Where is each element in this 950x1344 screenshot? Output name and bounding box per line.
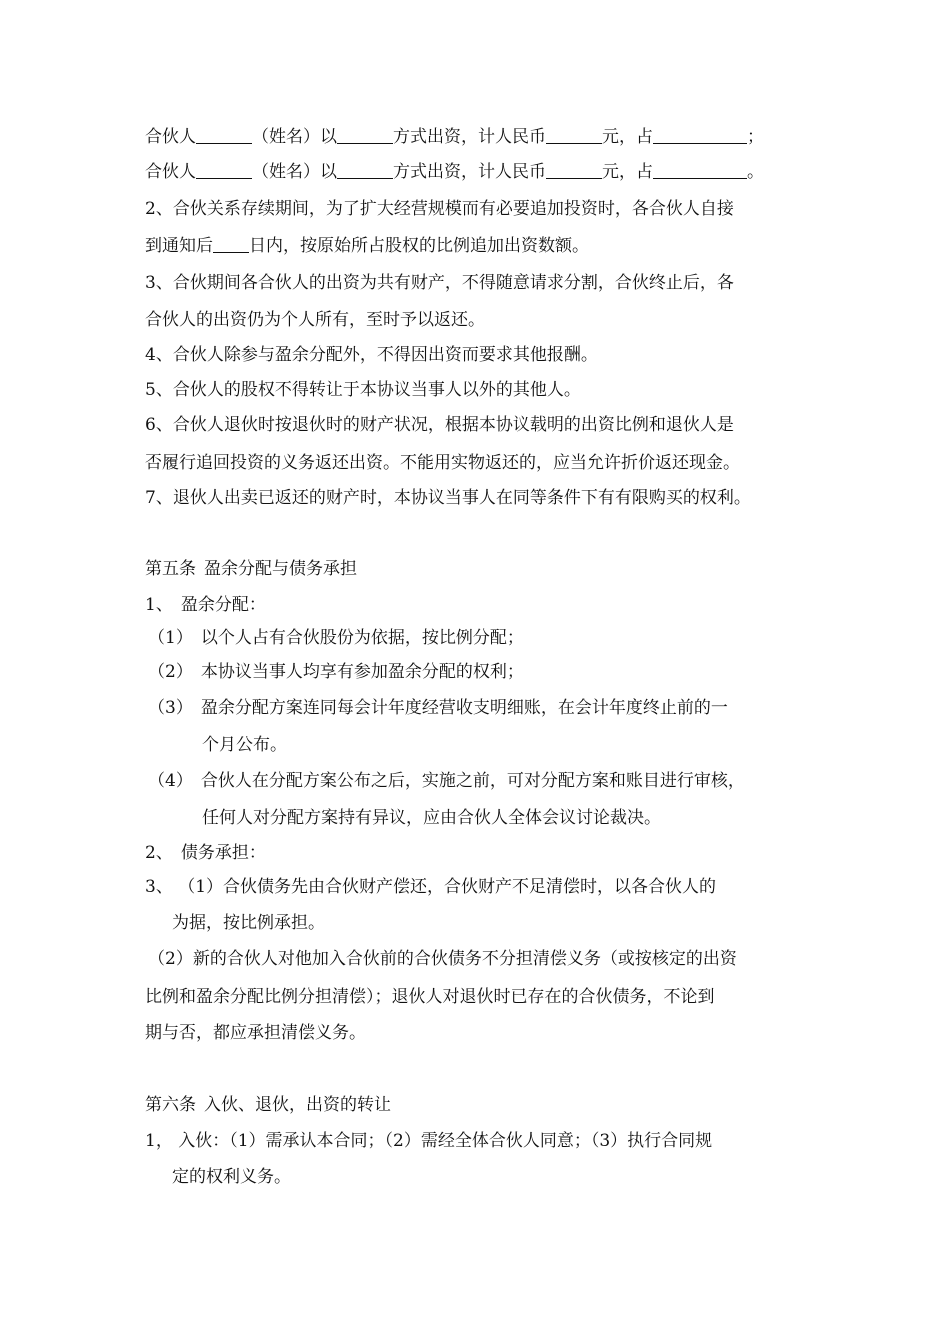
clause4-item2-line1: 2、合伙关系存续期间，为了扩大经营规模而有必要追加投资时，各合伙人自接 [145,199,734,219]
clause4-item6-line2: 否履行追回投资的义务返还出资。不能用实物返还的，应当允许折价返还现金。 [145,453,740,473]
clause5-debt2-line3: 期与否，都应承担清偿义务。 [145,1023,366,1043]
blank-field [653,126,747,144]
heading-number: 第五条 [145,559,196,579]
blank-field [196,161,252,179]
text: 日内，按原始所占股权的比例追加出资数额。 [249,236,589,256]
section-label: 盈余分配： [180,595,266,615]
clause4-item6-line1: 6、合伙人退伙时按退伙时的财产状况，根据本协议载明的出资比例和退伙人是 [145,415,734,435]
clause4-item3-line1: 3、合伙期间各合伙人的出资为共有财产，不得随意请求分割，合伙终止后，各 [145,273,734,293]
heading-title: 入伙、退伙，出资的转让 [204,1095,391,1115]
text: 方式出资，计人民币 [393,162,546,182]
clause6-section1-line1: 1， 入伙：（1）需承认本合同；（2）需经全体合伙人同意；（3）执行合同规 [145,1131,713,1151]
partner-line-2 [145,160,764,184]
blank-field [337,161,393,179]
section-label: 债务承担： [180,843,266,863]
point-number: （2） [148,662,193,682]
clause5-point4-cont: 任何人对分配方案持有异议，应由合伙人全体会议讨论裁决。 [202,808,661,828]
point-number: （3） [148,698,193,718]
clause5-section3-line1: 3、 （1）合伙债务先由合伙财产偿还，合伙财产不足清偿时，以各合伙人的 [145,877,717,897]
text: 元，占 [602,162,653,182]
clause5-heading [145,557,357,581]
clause5-point2 [148,660,524,684]
text: （姓名）以 [252,127,337,147]
blank-field [196,126,252,144]
clause5-debt2-line2: 比例和盈余分配比例分担清偿）；退伙人对退伙时已存在的合伙债务，不论到 [145,987,715,1007]
text: 。 [747,162,764,182]
section-number: 1、 [145,595,173,615]
clause4-item4: 4、合伙人除参与盈余分配外，不得因出资而要求其他报酬。 [145,345,598,365]
clause5-point3 [148,696,728,720]
text: 方式出资，计人民币 [393,127,546,147]
heading-title: 盈余分配与债务承担 [204,559,357,579]
clause5-point4 [148,769,745,793]
blank-field [653,161,747,179]
clause4-item2-line2 [145,234,589,258]
text: 合伙人 [145,162,196,182]
clause5-section3-line2: 为据，按比例承担。 [172,913,325,933]
blank-field [546,161,602,179]
blank-field [213,235,249,253]
clause6-heading [145,1093,391,1117]
blank-field [337,126,393,144]
clause5-debt2-line1: （2）新的合伙人对他加入合伙前的合伙债务不分担清偿义务（或按核定的出资 [148,949,737,969]
text: （姓名）以 [252,162,337,182]
clause5-point3-cont: 个月公布。 [202,735,287,755]
text: ； [747,127,764,147]
blank-field [546,126,602,144]
heading-number: 第六条 [145,1095,196,1115]
point-number: （4） [148,771,193,791]
point-text: 本协议当事人均享有参加盈余分配的权利； [200,662,524,682]
partner-line-1 [145,125,764,149]
clause4-item3-line2: 合伙人的出资仍为个人所有，至时予以返还。 [145,310,485,330]
clause4-item5: 5、合伙人的股权不得转让于本协议当事人以外的其他人。 [145,380,581,400]
point-text: 盈余分配方案连同每会计年度经营收支明细账，在会计年度终止前的一 [200,698,728,718]
clause5-point1 [148,626,524,650]
text: 元，占 [602,127,653,147]
section-number: 2、 [145,843,173,863]
clause6-section1-line2: 定的权利义务。 [172,1167,291,1187]
clause5-section2 [145,841,266,865]
clause5-section1 [145,593,266,617]
point-text: 以个人占有合伙股份为依据，按比例分配； [200,628,524,648]
clause4-item7: 7、退伙人出卖已返还的财产时，本协议当事人在同等条件下有有限购买的权利。 [145,488,751,508]
point-text: 合伙人在分配方案公布之后，实施之前，可对分配方案和账目进行审核， [200,771,745,791]
text: 到通知后 [145,236,213,256]
point-number: （1） [148,628,193,648]
text: 合伙人 [145,127,196,147]
